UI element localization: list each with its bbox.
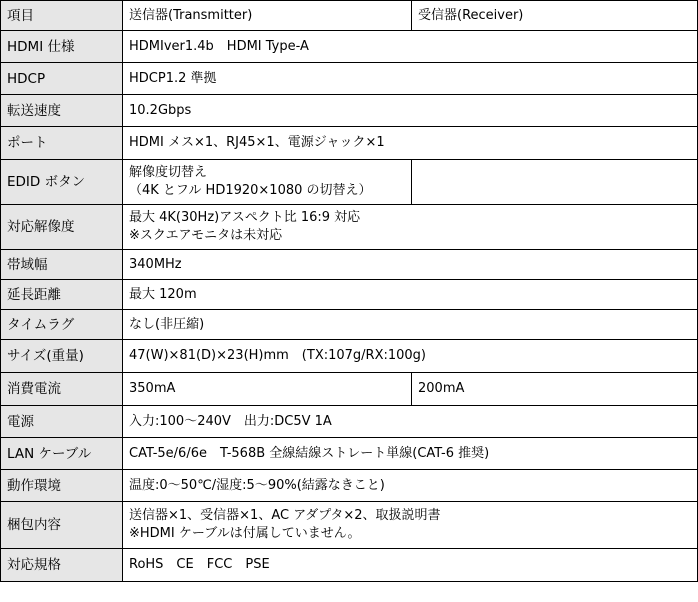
- row-value: [123, 63, 698, 95]
- row-value: [123, 205, 698, 250]
- value-line: HDMIver1.4b HDMI Type-A: [129, 38, 309, 54]
- value-line: ※HDMI ケーブルは付属していません。: [129, 526, 361, 541]
- row-value: [123, 310, 698, 340]
- row-label: 対応解像度: [1, 205, 123, 250]
- row-value-receiver: 200mA: [412, 373, 698, 406]
- row-label: 消費電流: [1, 373, 123, 406]
- row-value: [123, 470, 698, 502]
- value-line: HDCP1.2 準拠: [129, 70, 217, 86]
- value-line: 最大 4K(30Hz)アスペクト比 16:9 対応: [129, 210, 361, 225]
- value-line: CAT-5e/6/6e T-568B 全線結線ストレート単線(CAT-6 推奨): [129, 445, 490, 461]
- value-line: ※スクエアモニタは未対応: [129, 228, 283, 243]
- header-transmitter: 送信器(Transmitter): [123, 1, 412, 31]
- row-hdmi-spec: [1, 31, 698, 63]
- row-label: 動作環境: [1, 470, 123, 502]
- row-label: 帯域幅: [1, 250, 123, 280]
- row-value: [123, 31, 698, 63]
- value-line: 340MHz: [129, 256, 182, 272]
- row-current-consumption: [1, 373, 698, 406]
- row-value: [123, 127, 698, 160]
- row-power: [1, 406, 698, 438]
- row-hdcp: [1, 63, 698, 95]
- row-size-weight: [1, 340, 698, 373]
- row-value-transmitter: 350mA: [123, 373, 412, 406]
- value-line: 温度:0～50℃/湿度:5～90%(結露なきこと): [129, 477, 385, 493]
- row-edid-button: [1, 160, 698, 205]
- row-label: HDCP: [1, 63, 123, 95]
- row-value: [123, 406, 698, 438]
- row-label: 対応規格: [1, 549, 123, 582]
- row-label: 電源: [1, 406, 123, 438]
- value-line: 最大 120m: [129, 286, 197, 302]
- row-label: サイズ(重量): [1, 340, 123, 373]
- value-line: RoHS CE FCC PSE: [129, 557, 270, 572]
- header-item: 項目: [1, 1, 123, 31]
- row-ports: [1, 127, 698, 160]
- row-value: [123, 438, 698, 470]
- row-value: [123, 502, 698, 549]
- row-value: [123, 549, 698, 582]
- value-line: 10.2Gbps: [129, 102, 192, 118]
- row-compliance-standards: [1, 549, 698, 582]
- row-value: [123, 250, 698, 280]
- value-line: 送信器×1、受信器×1、AC アダプタ×2、取扱説明書: [129, 508, 441, 523]
- row-value: [123, 160, 412, 205]
- row-label: 梱包内容: [1, 502, 123, 549]
- row-extension-distance: [1, 280, 698, 310]
- row-label: 延長距離: [1, 280, 123, 310]
- header-row: [1, 1, 698, 31]
- value-line: HDMI メス×1、RJ45×1、電源ジャック×1: [129, 135, 385, 150]
- row-label: タイムラグ: [1, 310, 123, 340]
- row-label: ポート: [1, 127, 123, 160]
- row-operating-environment: [1, 470, 698, 502]
- value-line: なし(非圧縮): [129, 316, 205, 332]
- row-label: 転送速度: [1, 95, 123, 127]
- row-label: HDMI 仕様: [1, 31, 123, 63]
- row-lan-cable: [1, 438, 698, 470]
- row-label: EDID ボタン: [1, 160, 123, 205]
- row-time-lag: [1, 310, 698, 340]
- header-receiver: 受信器(Receiver): [412, 1, 698, 31]
- row-transfer-speed: [1, 95, 698, 127]
- value-line: 入力:100～240V 出力:DC5V 1A: [129, 413, 332, 429]
- row-bandwidth: [1, 250, 698, 280]
- row-value: [123, 280, 698, 310]
- row-value: [123, 340, 698, 373]
- row-label: LAN ケーブル: [1, 438, 123, 470]
- value-line: 解像度切替え: [129, 165, 208, 180]
- value-line: 47(W)×81(D)×23(H)mm (TX:107g/RX:100g): [129, 348, 427, 363]
- row-value-empty: [412, 160, 698, 205]
- row-package-contents: [1, 502, 698, 549]
- row-resolution: [1, 205, 698, 250]
- row-value: [123, 95, 698, 127]
- value-line: （4K とフル HD1920×1080 の切替え）: [129, 183, 372, 198]
